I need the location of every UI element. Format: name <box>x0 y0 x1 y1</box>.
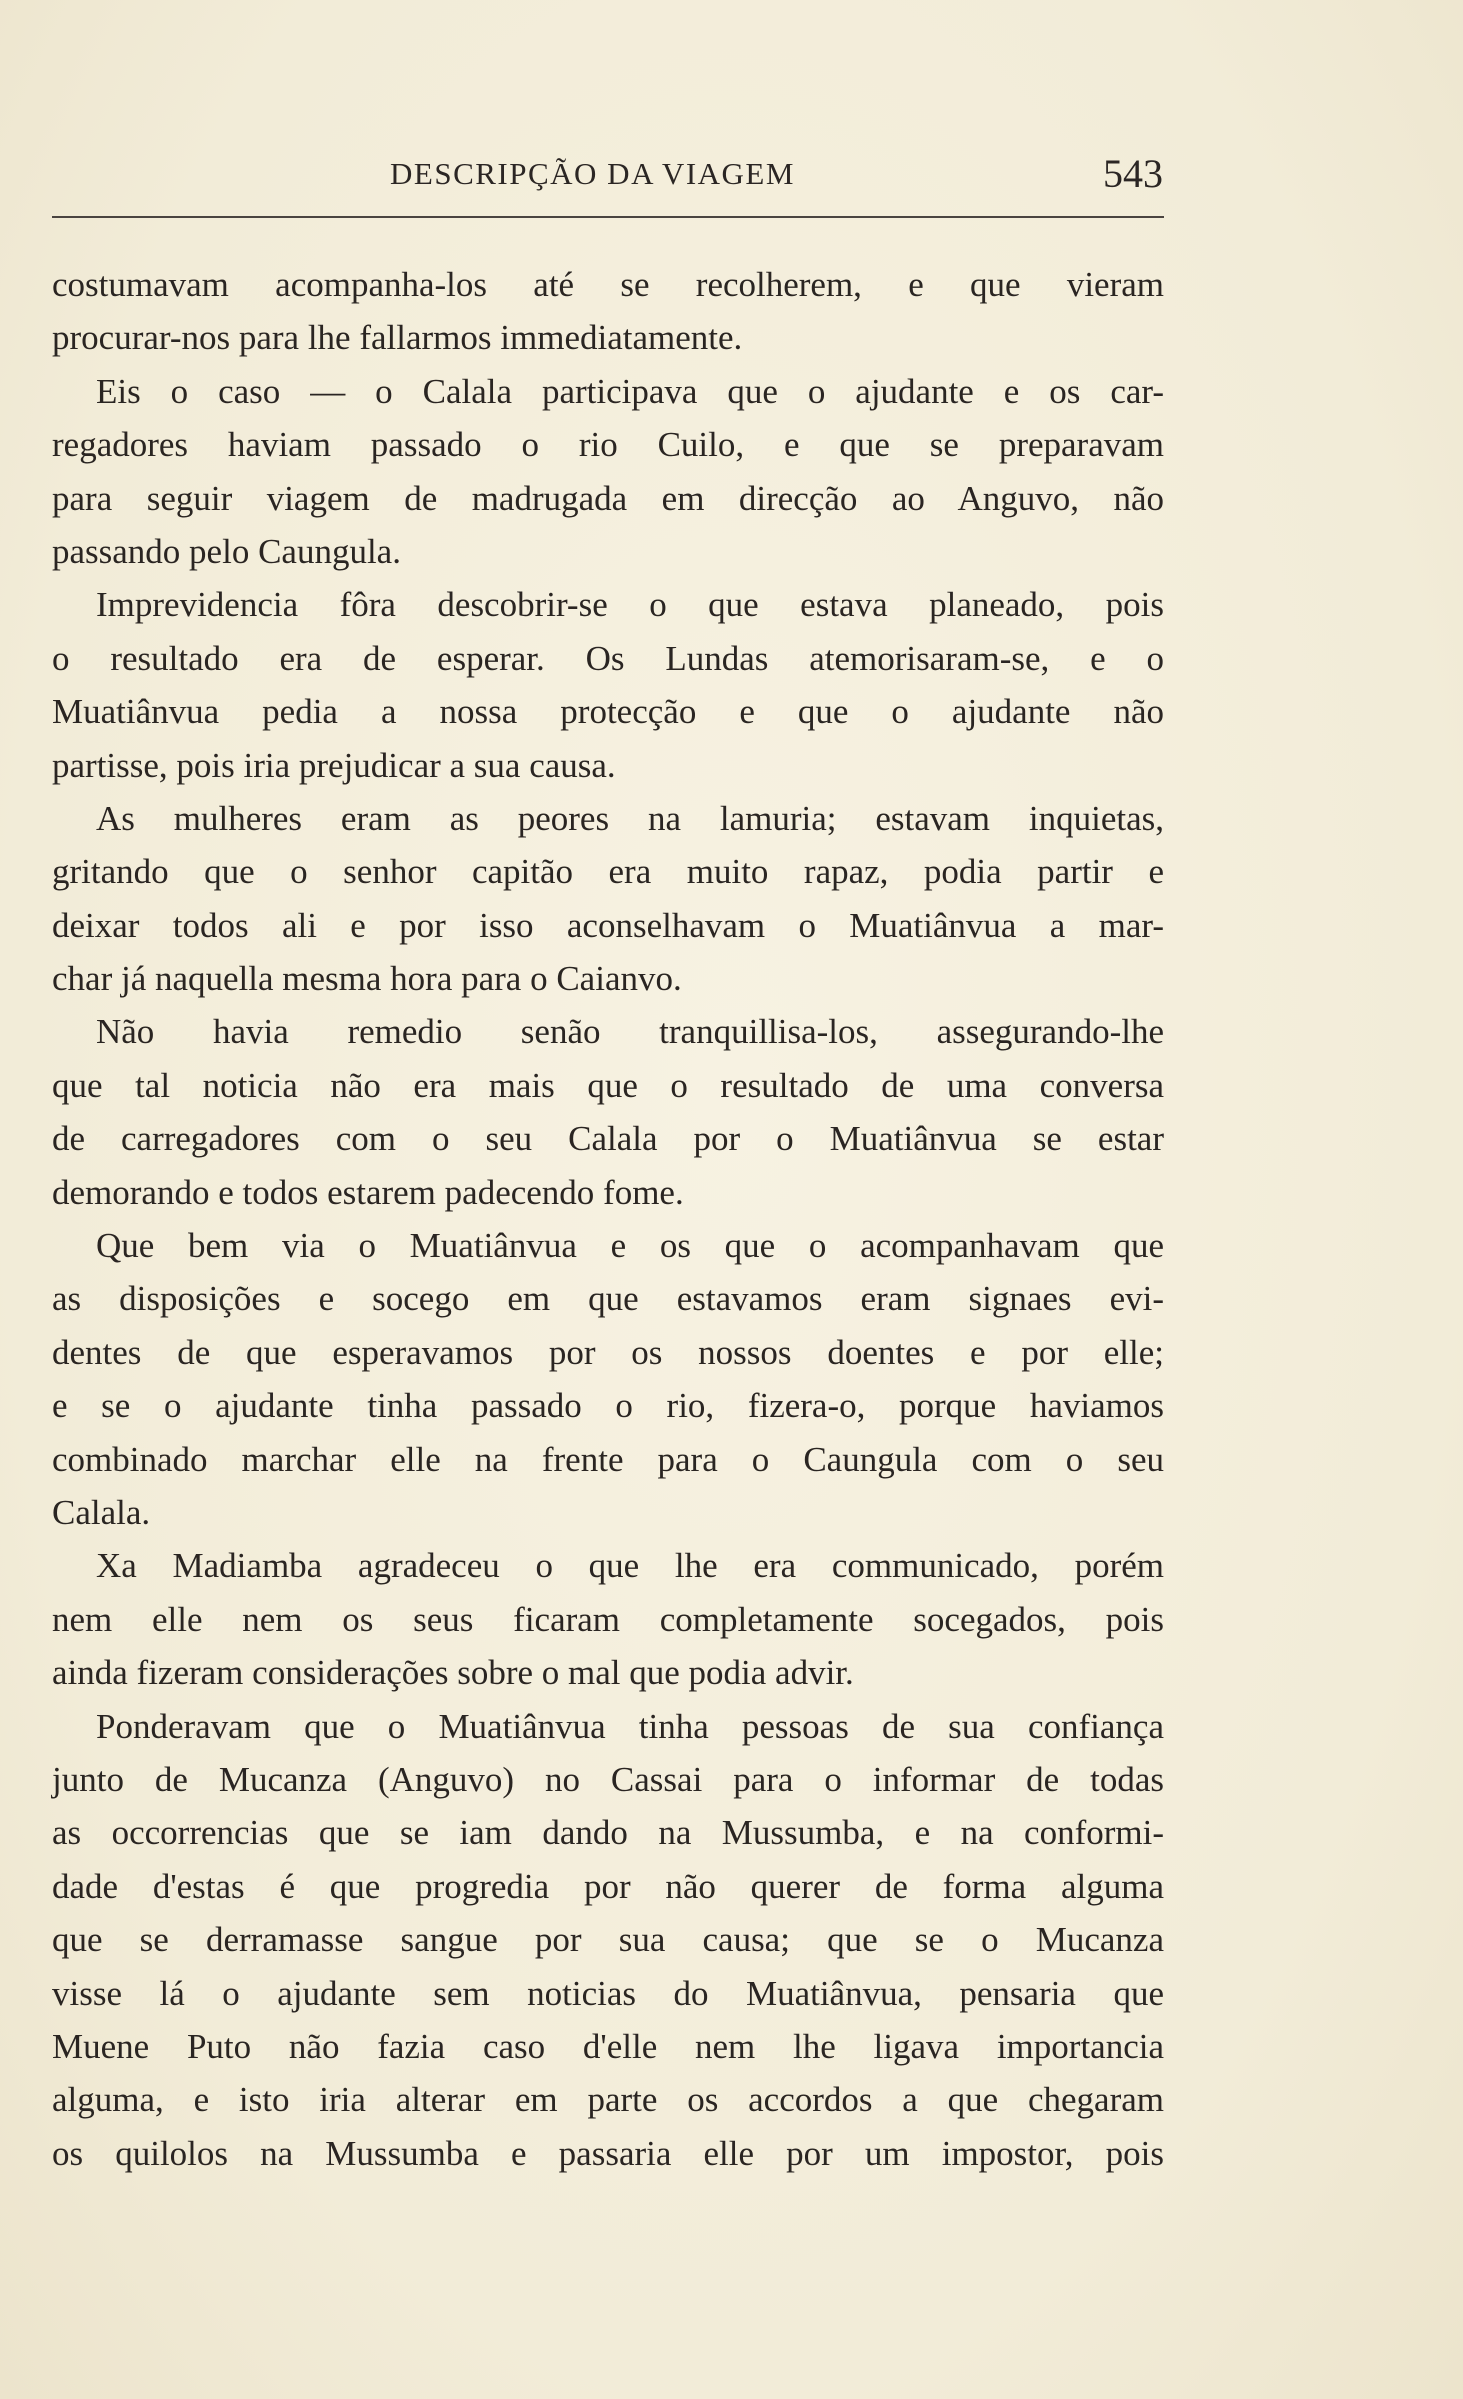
text-line: Não havia remedio senão tranquillisa-los, assegurando-lhe <box>96 1012 1164 1052</box>
text-line: alguma, e isto iria alterar em parte os accordos a que chegaram <box>52 2080 1164 2120</box>
text-line: visse lá o ajudante sem noticias do Muatiânvua, pensaria que <box>52 1973 1164 2013</box>
text-line: dentes de que esperavamos por os nossos doentes e por elle; <box>52 1332 1164 1372</box>
text-line: que tal noticia não era mais que o resultado de uma conversa <box>52 1065 1164 1105</box>
text-line: de carregadores com o seu Calala por o Muatiânvua se estar <box>52 1119 1164 1159</box>
text-line: Calala. <box>52 1492 151 1532</box>
text-line: passando pelo Caungula. <box>52 531 401 571</box>
text-line: o resultado era de esperar. Os Lundas atemorisaram-se, e o <box>52 638 1164 678</box>
text-line: ainda fizeram considerações sobre o mal que podia advir. <box>52 1653 854 1693</box>
text-line: e se o ajudante tinha passado o rio, fizera-o, porque haviamos <box>52 1386 1164 1426</box>
body-text <box>52 258 1164 2180</box>
text-line: As mulheres eram as peores na lamuria; estavam inquietas, <box>96 798 1164 838</box>
text-line: Muatiânvua pedia a nossa protecção e que o ajudante não <box>52 692 1164 732</box>
text-line: deixar todos ali e por isso aconselhavam o Muatiânvua a mar- <box>52 905 1164 945</box>
text-line: Que bem via o Muatiânvua e os que o acompanhavam que <box>96 1226 1164 1266</box>
text-line: nem elle nem os seus ficaram completamente socegados, pois <box>52 1599 1164 1639</box>
text-line: as disposições e socego em que estavamos eram signaes evi- <box>52 1279 1164 1319</box>
text-line: Muene Puto não fazia caso d'elle nem lhe ligava importancia <box>52 2026 1164 2066</box>
text-line: demorando e todos estarem padecendo fome. <box>52 1172 684 1212</box>
text-line: combinado marchar elle na frente para o Caungula com o seu <box>52 1439 1164 1479</box>
page-number: 543 <box>1103 151 1163 196</box>
running-title: DESCRIPÇÃO DA VIAGEM <box>390 156 795 191</box>
text-line: procurar-nos para lhe fallarmos immediatamente. <box>52 318 743 358</box>
text-line: dade d'estas é que progredia por não querer de forma alguma <box>52 1866 1164 1906</box>
text-line: gritando que o senhor capitão era muito rapaz, podia partir e <box>52 852 1164 892</box>
text-line: os quilolos na Mussumba e passaria elle por um impostor, pois <box>52 2133 1164 2173</box>
text-line: que se derramasse sangue por sua causa; que se o Mucanza <box>52 1920 1164 1960</box>
text-line: costumavam acompanha-los até se recolherem, e que vieram <box>52 265 1164 304</box>
page-header <box>0 148 1463 208</box>
text-line: Eis o caso — o Calala participava que o ajudante e os car- <box>96 371 1164 411</box>
text-line: char já naquella mesma hora para o Caianvo. <box>52 959 682 999</box>
text-line: Imprevidencia fôra descobrir-se o que estava planeado, pois <box>96 585 1164 625</box>
text-line: para seguir viagem de madrugada em direcção ao Anguvo, não <box>52 478 1164 518</box>
text-line: junto de Mucanza (Anguvo) no Cassai para o informar de todas <box>52 1759 1164 1799</box>
text-line: as occorrencias que se iam dando na Mussumba, e na conformi- <box>52 1813 1164 1853</box>
text-line: Ponderavam que o Muatiânvua tinha pessoas de sua confiança <box>96 1706 1164 1746</box>
text-line: partisse, pois iria prejudicar a sua causa. <box>52 745 616 785</box>
text-line: Xa Madiamba agradeceu o que lhe era communicado, porém <box>96 1546 1164 1586</box>
header-rule <box>52 216 1164 218</box>
text-line: regadores haviam passado o rio Cuilo, e que se preparavam <box>52 425 1164 465</box>
